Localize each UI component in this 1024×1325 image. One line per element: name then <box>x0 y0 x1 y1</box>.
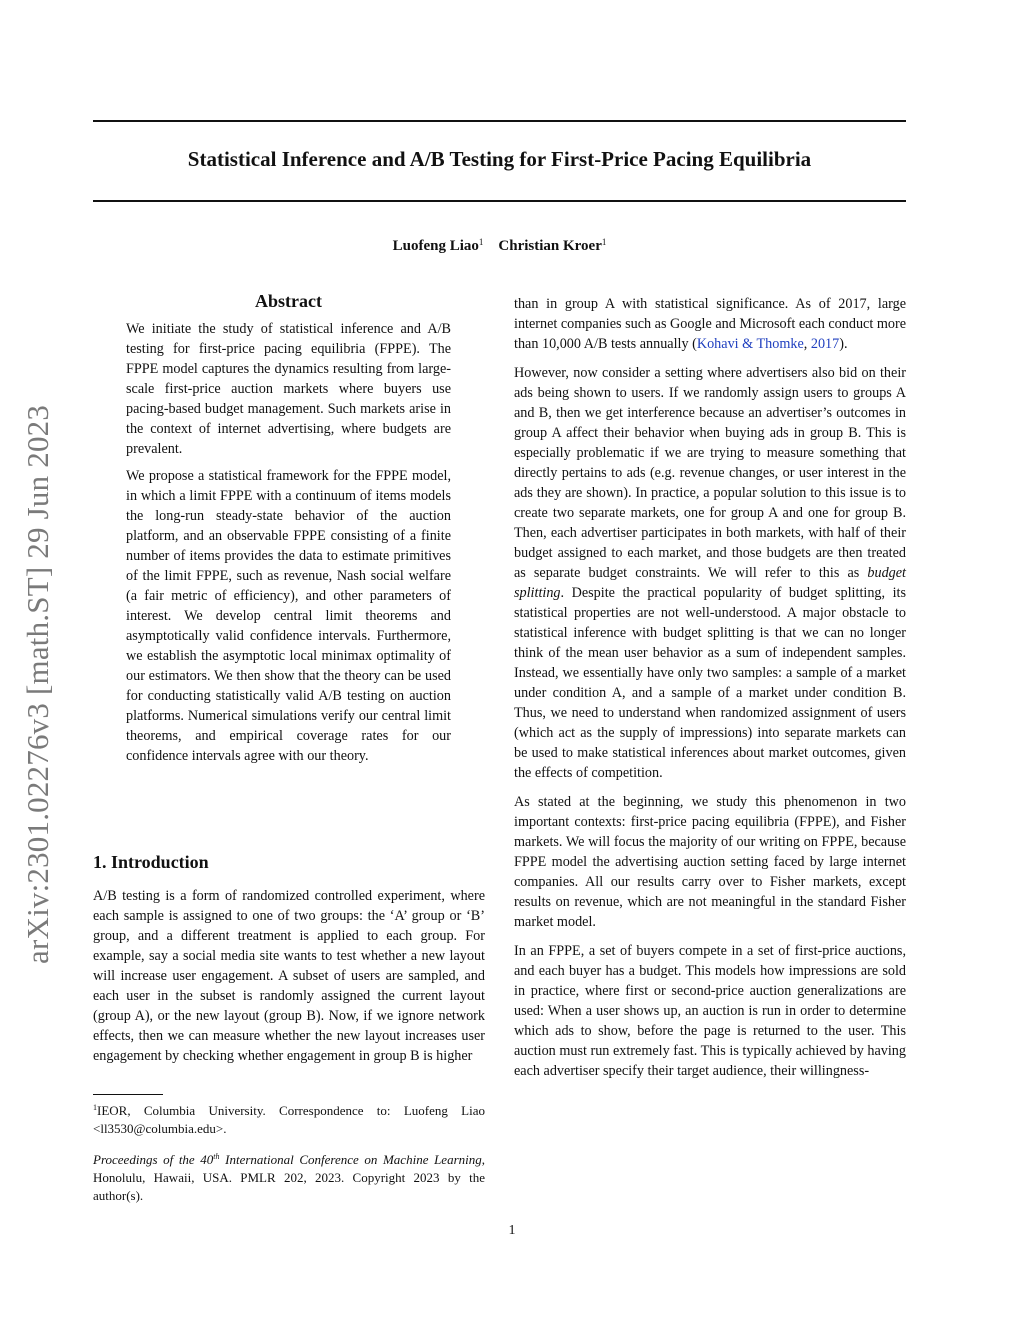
ordinal-suffix: th <box>213 1152 220 1161</box>
right-column <box>514 294 906 1090</box>
introduction-section <box>93 850 485 1066</box>
body-text: However, now consider a setting where advertisers also bid on their ads being shown to users. If we randomly assign users to groups A and B, then we get interference because an advertiser’s outcomes in group A affect their behavior when buying ads in group B. This is especially problematic if we are trying to measure something that directly pertains to ads (e.g. revenue changes, or user interest in the ads they are shown). In practice, a popular solution to this issue is to create two separate markets, one for group A and one for group B. Then, each advertiser participates in both markets, with half of their budget assigned to each market, and those budgets are then treated as separate budget constraints. We will refer to this as <box>514 365 906 581</box>
proceedings-note <box>93 1148 485 1205</box>
abstract-heading: Abstract <box>255 291 322 311</box>
abstract-section <box>126 289 451 773</box>
footnote-mark: 1 <box>93 1103 97 1112</box>
author-affiliation-mark: 1 <box>601 237 607 247</box>
arxiv-identifier-stamp: arXiv:2301.02276v3 [math.ST] 29 Jun 2023 <box>20 404 55 964</box>
body-paragraph <box>514 294 906 354</box>
body-text: ). <box>839 336 848 352</box>
abstract-paragraph: We initiate the study of statistical inference and A/B testing for first-price pacing equilibria (FPPE). The FPPE model captures the dynamics resulting from large-scale first-price auction markets where buyers use pacing-based budget management. Such markets arise in the context of internet advertising, where budgets are prevalent. <box>126 321 451 457</box>
citation-link[interactable] <box>697 336 804 352</box>
author-affiliation-mark: 1 <box>478 237 484 247</box>
proceedings-venue: Proceedings of the 40 <box>93 1152 214 1167</box>
affiliation-footnote-text: IEOR, Columbia University. Correspondence to: Luofeng Liao <ll3530@columbia.edu>. <box>93 1103 485 1136</box>
author-name: Christian Kroer <box>498 238 602 254</box>
citation-year: 2017 <box>810 336 840 352</box>
proceedings-venue-rest: International Conference on Machine Learning <box>219 1152 482 1167</box>
body-paragraph: In an FPPE, a set of buyers compete in a set of first-price auctions, and each buyer has a budget. This models how impressions are sold in practice, where first or second-price auction generalizations are used: When a user shows up, an auction is run in order to determine which ads to show, before the page is returned to the user. This auction must run extremely fast. This is typically achieved by having each advertiser specify their target audience, their willingness- <box>514 943 906 1079</box>
author-name: Luofeng Liao <box>392 238 479 254</box>
title-top-rule <box>93 120 906 122</box>
footnotes <box>93 1099 485 1215</box>
body-paragraph: A/B testing is a form of randomized controlled experiment, where each sample is assigned to one of two groups: the ‘A’ group or ‘B’ group, and a different treatment is applied to each group. For example, say a social media site wants to test whether a new layout will increase user engagement. A subset of users are sampled, and each user in the subset is randomly assigned the current layout (group A), or the new layout (group B). Now, if we ignore network effects, then we can measure whether the new layout increases user engagement by checking whether engagement in group B is higher <box>93 888 485 1064</box>
body-text: , <box>803 336 811 352</box>
footnote-separator <box>93 1094 163 1095</box>
body-paragraph <box>514 363 906 783</box>
section-heading: 1. Introduction <box>93 852 209 872</box>
citation-authors: Kohavi & Thomke <box>696 336 804 352</box>
body-paragraph: As stated at the beginning, we study this phenomenon in two important contexts: first-price pacing equilibria (FPPE), and Fisher markets. We will focus the majority of our writing on FPPE, because FPPE model the advertising auction setting faced by large internet companies. All our results carry over to Fisher markets, except results on revenue, which are not meaningful in the standard Fisher market model. <box>514 794 906 930</box>
paper-title: Statistical Inference and A/B Testing for First-Price Pacing Equilibria <box>187 147 812 171</box>
affiliation-footnote <box>93 1099 485 1138</box>
page-number: 1 <box>508 1223 516 1238</box>
body-text: . Despite the practical popularity of budget splitting, its statistical properties are not well-understood. A major obstacle to statistical inference with budget splitting is that we can no longer think of the mean user behavior as a sum of independent samples. Instead, we essentially have only two samples: a sample of a market under condition A, and a sample of a market under condition B. Thus, we need to understand when randomized assignment of users (which act as the supply of impressions) into separate markets can be used to make statistical inferences about market outcomes, given the effects of competition. <box>514 585 906 781</box>
emphasized-term: budget splitting <box>514 565 906 601</box>
citation-year-link[interactable] <box>811 336 839 352</box>
body-text: than in group A with statistical significance. As of 2017, large internet companies such as Google and Microsoft each conduct more than 10,000 A/B tests annually ( <box>514 296 906 352</box>
abstract-paragraph: We propose a statistical framework for the FPPE model, in which a limit FPPE with a continuum of items models the long-run steady-state behavior of the auction platform, and an observable FPPE consisting of a finite number of items provides the data to estimate primitives of the limit FPPE, such as revenue, Nash social welfare (a fair metric of efficiency), and other parameters of interest. We develop central limit theorems and asymptotically valid confidence intervals. Furthermore, we establish the asymptotic local minimax optimality of our estimators. We then show that the theory can be used for conducting statistically valid A/B testing on auction platforms. Numerical simulations verify our central limit theorems, and empirical coverage rates for our confidence intervals agree with our theory. <box>126 468 451 764</box>
author-list <box>93 237 906 255</box>
proceedings-details: , Honolulu, Hawaii, USA. PMLR 202, 2023. Copyright 2023 by the author(s). <box>93 1152 485 1203</box>
title-bottom-rule <box>93 200 906 202</box>
